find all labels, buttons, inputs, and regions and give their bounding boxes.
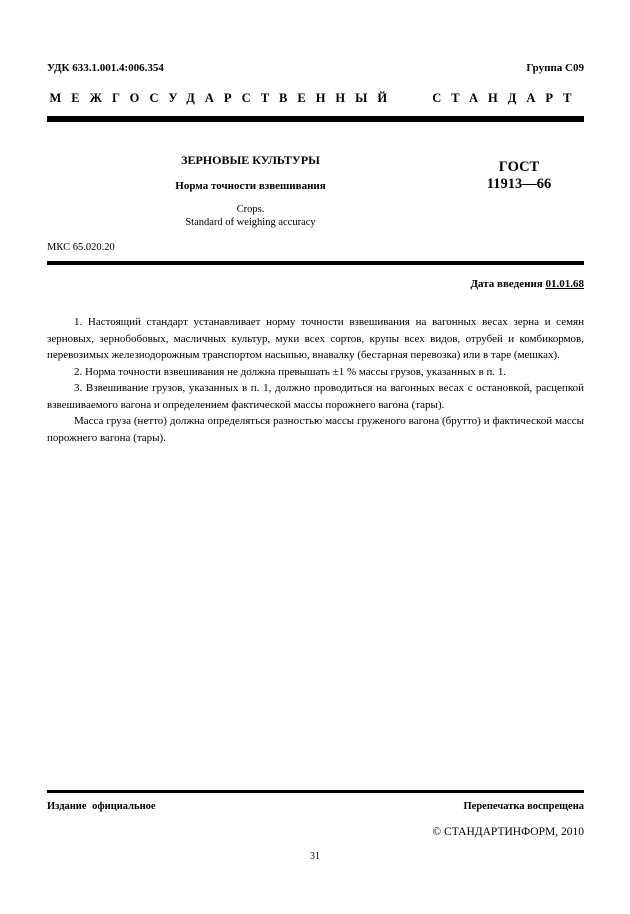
footer-rule	[47, 790, 584, 793]
paragraph-3: 3. Взвешивание грузов, указанных в п. 1, должно проводиться на вагонных весах с остановкой, расцепкой взвешиваемого вагона и определением фактической массы порожнего вагона (тары).	[47, 382, 584, 411]
udk-code: УДК 633.1.001.4:006.354	[47, 62, 164, 74]
page-number: 31	[310, 851, 320, 862]
mks-code: МКС 65.020.20	[47, 242, 115, 253]
gost-number: 11913—66	[486, 176, 552, 192]
gost-label: ГОСТ	[498, 159, 540, 175]
gost-designation	[454, 153, 584, 229]
standard-title-en	[47, 203, 454, 229]
standard-title-ru: ЗЕРНОВЫЕ КУЛЬТУРЫ	[181, 153, 320, 167]
reprint-notice: Перепечатка воспрещена	[463, 801, 584, 812]
standard-type-heading: МЕЖГОСУДАРСТВЕННЫЙ СТАНДАРТ	[49, 91, 582, 105]
effective-date	[47, 277, 584, 291]
edition-note: Издание официальное	[47, 801, 156, 812]
title-section	[47, 153, 584, 229]
top-rule	[47, 116, 584, 122]
page-content	[47, 0, 584, 446]
effective-date-label: Дата введения	[470, 278, 543, 290]
mid-rule	[47, 261, 584, 265]
standard-title-en-line1: Crops.	[236, 204, 265, 215]
copyright-notice: © СТАНДАРТИНФОРМ, 2010	[432, 826, 584, 838]
document-body	[47, 314, 584, 446]
paragraph-4: Масса груза (нетто) должна определяться разностью массы груженого вагона (брутто) и фактической массы порожнего вагона (тары).	[47, 415, 584, 444]
classification-header	[47, 61, 584, 75]
title-block	[47, 153, 454, 229]
footer-notices	[47, 800, 584, 813]
page-footer	[47, 790, 584, 839]
paragraph-1: 1. Настоящий стандарт устанавливает норму точности взвешивания на вагонных весах зерна и семян зерновых, зернобобовых, масличных культур, муки всех сортов, крупы всех видов, отрубей и комбикормов, перевозимых железнодорожным транспортом насыпью, внавалку (бестарная перевозка) или в таре (мешках).	[47, 316, 584, 361]
paragraph-2: 2. Норма точности взвешивания не должна превышать ±1 % массы грузов, указанных в п. 1.	[74, 365, 507, 378]
group-code: Группа С09	[526, 62, 584, 74]
standard-subtitle-ru: Норма точности взвешивания	[175, 180, 326, 192]
standard-title-en-line2: Standard of weighing accuracy	[185, 217, 316, 228]
effective-date-value: 01.01.68	[545, 278, 584, 290]
